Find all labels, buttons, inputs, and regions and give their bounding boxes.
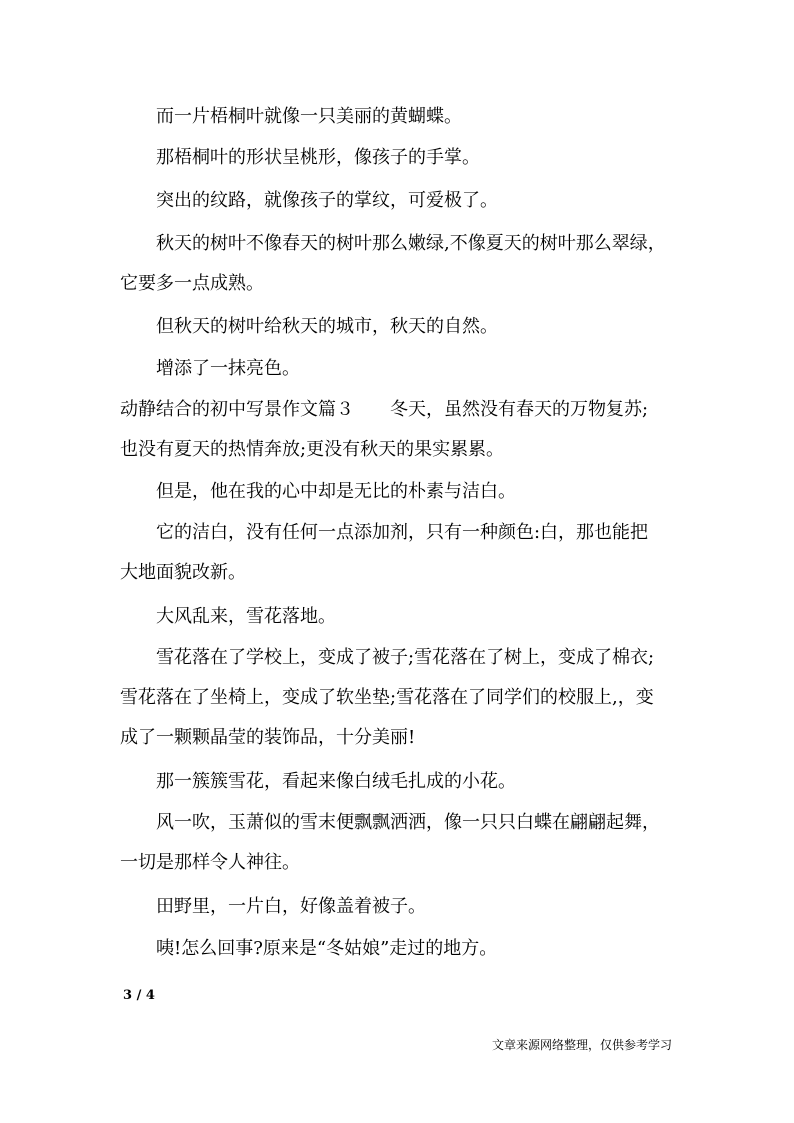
- paragraph-line: 成了一颗颗晶莹的装饰品，十分美丽!: [120, 727, 416, 748]
- paragraph-1: [120, 97, 675, 137]
- paragraph-line: 它要多一点成熟。: [120, 273, 264, 294]
- paragraph-14: [120, 887, 675, 927]
- footer-source-note: 文章来源网络整理，仅供参考学习: [492, 1038, 673, 1052]
- paragraph-4: [120, 224, 675, 304]
- paragraph-line: 秋天的树叶不像春天的树叶那么嫩绿,不像夏天的树叶那么翠绿，: [156, 233, 666, 254]
- paragraph-9: [120, 513, 675, 593]
- paragraph-13: [120, 803, 675, 883]
- paragraph-line: 但秋天的树叶给秋天的城市，秋天的自然。: [156, 316, 498, 337]
- paragraph-12: [120, 762, 675, 802]
- paragraph-line: 那一簇簇雪花，看起来像白绒毛扎成的小花。: [156, 771, 516, 792]
- paragraph-line: 那梧桐叶的形状呈桃形，像孩子的手掌。: [156, 147, 480, 168]
- paragraph-line: 而一片梧桐叶就像一只美丽的黄蝴蝶。: [156, 106, 462, 127]
- paragraph-line: 雪花落在了坐椅上，变成了软坐垫;雪花落在了同学们的校服上,，变: [120, 687, 654, 708]
- paragraph-line: 雪花落在了学校上，变成了被子;雪花落在了树上，变成了棉衣;: [156, 647, 655, 668]
- paragraph-line: 风一吹，玉萧似的雪末便飘飘洒洒，像一只只白蝶在翩翩起舞，: [156, 812, 660, 833]
- paragraph-10: [120, 597, 675, 637]
- paragraph-line: 田野里，一片白，好像盖着被子。: [156, 896, 426, 917]
- paragraph-11: [120, 638, 675, 758]
- page-number: 3 / 4: [123, 988, 155, 1003]
- paragraph-line: 大风乱来，雪花落地。: [156, 606, 336, 627]
- paragraph-3: [120, 181, 675, 221]
- paragraph-line: 大地面貌改新。: [120, 562, 246, 583]
- paragraph-line: 但是，他在我的心中却是无比的朴素与洁白。: [156, 481, 516, 502]
- paragraph-line: 咦!怎么回事?原来是“冬姑娘”走过的地方。: [156, 938, 498, 959]
- paragraph-line: 增添了一抹亮色。: [156, 358, 300, 379]
- paragraph-5: [120, 307, 675, 347]
- paragraph-2: [120, 138, 675, 178]
- paragraph-line: 动静结合的初中写景作文篇３ 冬天，虽然没有春天的万物复苏;: [120, 399, 649, 420]
- paragraph-line: 一切是那样令人神往。: [120, 852, 300, 873]
- paragraph-line: 它的洁白，没有任何一点添加剂，只有一种颜色:白，那也能把: [156, 522, 649, 543]
- paragraph-15: [120, 929, 675, 969]
- paragraph-7-section-heading: [120, 390, 675, 470]
- paragraph-8: [120, 472, 675, 512]
- paragraph-6: [120, 349, 675, 389]
- paragraph-line: 也没有夏天的热情奔放;更没有秋天的果实累累。: [120, 439, 505, 460]
- paragraph-line: 突出的纹路，就像孩子的掌纹，可爱极了。: [156, 190, 498, 211]
